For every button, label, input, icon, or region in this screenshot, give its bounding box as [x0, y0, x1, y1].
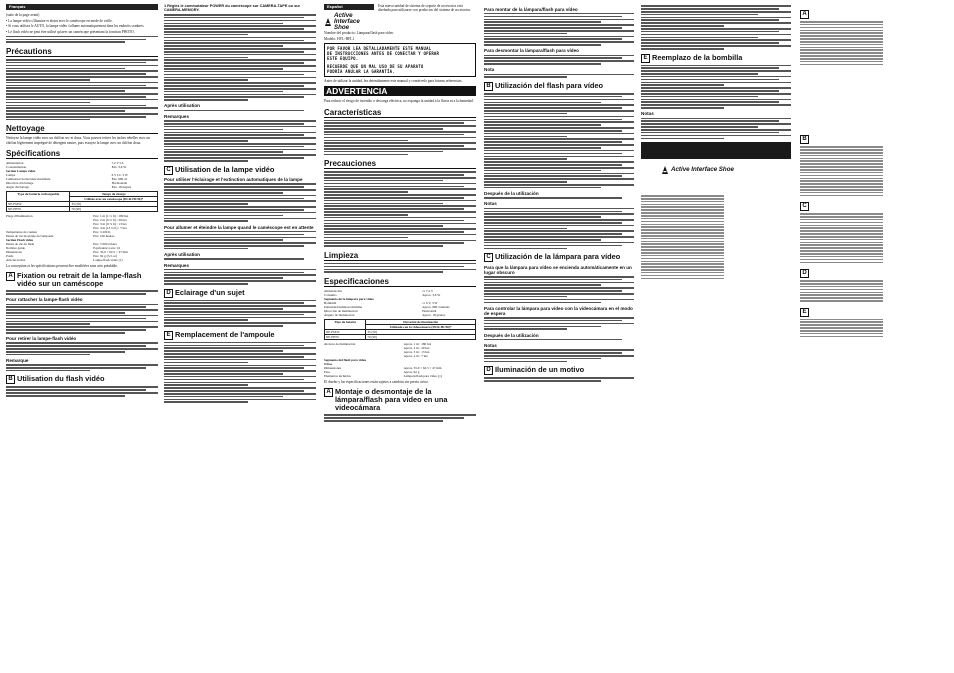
language-tab: Français — [6, 4, 158, 10]
section-badge-d: D — [800, 269, 809, 278]
text-block — [324, 120, 476, 156]
heading-caracteristicas: Características — [324, 108, 476, 118]
subheading: Pour utiliser l'éclairage et l'extinction automatiques de la lampe — [164, 177, 303, 183]
text-block — [641, 65, 791, 109]
column-6 — [800, 4, 950, 670]
subheading: Después de la utilización — [484, 332, 539, 338]
intro-text: Esta nueva unidad de sistema de soporte de accesorios está diseñada para utilizarse con productos del sistema de accesorios. — [378, 4, 471, 13]
subheading: Nota — [484, 67, 495, 73]
section-badge-c: C — [164, 166, 173, 175]
text-block — [164, 269, 316, 285]
section-badge-e: E — [800, 308, 809, 317]
model-number: Modelo: HVL-HFL1 — [324, 36, 355, 41]
battery-table: Tipo de batería Duración de iluminación Utilizada con la videocámara (DCR-HC96)* NP-FM50 35 (50) NP-FH70 70 (90) — [324, 319, 476, 340]
black-banner — [641, 142, 791, 159]
text-block — [484, 339, 634, 341]
section-a-title — [800, 10, 950, 19]
subheading: Para desmontar la lámpara/flash para vídeo — [484, 48, 579, 54]
subheading: Après utilisation — [164, 103, 200, 109]
column-spanish-3 — [641, 4, 791, 670]
text-block — [800, 319, 950, 338]
spec-table: Alimentación cc 7,2 V Consumo Aprox. 3,6 W Segmento de la lámpara para vídeo Bombilla cc 6 V, 3 W Intensidad luminosa máxima Aprox. 680 candelas Dirección de iluminación Horizontal Ángulo de iluminación Aprox. 18 grados — [324, 288, 450, 317]
model-label: Nombre del producto: Lámpara/flash para vídeo — [324, 31, 394, 35]
heading-especificaciones: Especificaciones — [324, 277, 476, 287]
section-d-title: D Iluminación de un motivo — [484, 366, 634, 375]
section-badge-c: C — [484, 253, 493, 262]
text-block — [6, 304, 158, 334]
illumination-range: Alcance de iluminación Aprox. 1 m : 180 lux Aprox. 2 m : 29 lux Aprox. 3 m : 13 lux Aprox. 4 m : 7 lux Segmento del flash para vídeo Otros Dimensiones Aprox. 35,9 × 62,5 × 47 mm Peso Aprox. 92 g Elementos incluidos Lámpara/flash para vídeo (1) — [324, 341, 442, 378]
column-spanish-1 — [324, 4, 476, 670]
text-block — [641, 118, 791, 140]
advertencia-text: Para reducir el riesgo de incendio o descarga eléctrica, no exponga la unidad a la lluvia ni a la humedad. — [324, 99, 474, 104]
column-spanish-2 — [484, 4, 634, 670]
subheading: Pour allumer et éteindre la lampe quand le caméscope est en attente — [164, 224, 314, 230]
subheading: Notas — [641, 111, 654, 117]
heading-limpieza: Limpieza — [324, 251, 476, 261]
text-block — [324, 263, 476, 273]
text-block — [800, 21, 950, 65]
section-e-title: E Remplacement de l'ampoule — [164, 331, 316, 340]
intro-line: (suite de la page avant) — [6, 13, 40, 17]
text-block — [484, 13, 634, 46]
battery-table: Type de batterie rechargeable Temps de charge Utilisée avec un caméscope (DCR-HC96)* NP-FM50 35 (50) NP-FH70 70 (90) — [6, 191, 158, 212]
text-block — [6, 290, 158, 294]
section-b-title: B Utilización del flash para vídeo — [484, 82, 634, 91]
section-b-title: B Utilisation du flash vidéo — [6, 375, 158, 384]
subheading: Pour retirer la lampe-flash vidéo — [6, 336, 77, 342]
text-block — [164, 300, 316, 327]
section-badge-e: E — [641, 54, 650, 63]
heading-nettoyage: Nettoyage — [6, 124, 158, 134]
text-block — [484, 377, 634, 381]
intro-line: • Si vous utilisez le AUTO, la lampe vidéo s'allume automatiquement dans les endroits sombres. — [6, 24, 145, 29]
intro-note: Antes de utilizar la unidad, lea detenidamente este manual y consérvelo para futuras referencias. — [324, 79, 463, 83]
ais-logo: Active Interface Shoe — [324, 13, 374, 31]
nettoyage-text: Nettoyez la lampe vidéo avec un chiffon sec et doux. Vous pouvez retirer les taches rebelles avec un chiffon légèrement imprégné de détergent neutre, puis essuyez la lampe avec un chiffon doux. — [6, 136, 150, 145]
text-block — [484, 276, 634, 303]
column-french-1 — [6, 4, 158, 670]
illumination-range: Plage d'illumination Env. 1 m (1 ⅓ ft) : 180 lux Env. 2 m (6 ⅔ ft) : 29 lux Env. 3 m (9 ⅞ ft) : 13 lux Env. 4 m (13 ⅛ ft) : 7 lux Température de couleur Env. 3 200 K Durée de vie moyenne de l'ampoule Env. 100 heures Section Flash vidéo Durée de vie du flash Env. 5 000 éclairs Nombre guide Equivalent à env. 10 Dimensions Env. 35,9 × 62,5 × 47 mm Poids Env. 92 g (3,3 oz) Articles inclus Lampe flash vidéo (1) — [6, 213, 129, 262]
intro-line: • La lampe vidéo s'illumine et éteint avec le caméscope en mode de veille. — [6, 18, 113, 23]
text-block — [6, 364, 158, 371]
step-text: 1 Réglez le commutateur POWER du caméscope sur CAMERA-TAPE ou sur CAMERA-MEMORY. — [164, 4, 301, 13]
subheading: Para que la lámpara para vídeo se encienda automáticamente en un lugar obscuro — [484, 264, 632, 275]
text-block — [800, 280, 950, 302]
text-block — [164, 183, 316, 222]
text-block — [484, 317, 634, 330]
text-block — [6, 36, 158, 43]
section-e-title: E Reemplazo de la bombilla — [641, 54, 791, 63]
text-block — [324, 171, 476, 247]
text-block — [164, 342, 316, 403]
advertencia-banner: ADVERTENCIA — [324, 86, 476, 96]
section-badge-a: A — [324, 388, 333, 397]
text-block — [484, 208, 634, 249]
text-block — [800, 213, 950, 263]
warning-box: POR FAVOR LEA DETALLADAMENTE ESTE MANUAL DE INSTRUCCIONES ANTES DE CONECTAR Y OPERAR ESTE EQUIPO. RECUERDE QUE UN MAL USO DE SU APARATO PODRÍA ANULAR LA GARANTÍA. — [324, 43, 476, 77]
text-block — [484, 74, 634, 78]
text-block — [164, 258, 316, 260]
text-block — [800, 146, 950, 196]
section-c-title: C Utilisation de la lampe vidéo — [164, 166, 316, 175]
text-block — [164, 120, 316, 161]
text-block — [641, 195, 791, 279]
subheading: Notas — [484, 342, 497, 348]
section-a-title: A Fixation ou retrait de la lampe-flash vidéo sur un caméscope — [6, 272, 158, 288]
section-badge-e: E — [164, 331, 173, 340]
text-block — [164, 110, 316, 112]
subheading: Remarques — [164, 113, 190, 119]
text-block — [164, 231, 316, 250]
text-block — [164, 14, 316, 101]
section-badge-a: A — [800, 10, 809, 19]
section-badge-c: C — [800, 202, 809, 211]
ais-logo-icon — [324, 17, 332, 27]
section-badge-b: B — [6, 375, 15, 384]
section-c-title: C Utilización de la lámpara para vídeo — [484, 253, 634, 262]
text-block — [6, 59, 158, 120]
section-d-title — [800, 269, 950, 278]
section-c-title — [800, 202, 950, 211]
subheading: Après utilisation — [164, 252, 200, 258]
section-e-title — [800, 308, 950, 317]
text-block — [324, 414, 476, 421]
section-badge-b: B — [484, 82, 493, 91]
language-tab: Español — [324, 4, 374, 10]
column-french-2 — [164, 4, 316, 670]
design-note: El diseño y las especificaciones están sujetos a cambios sin previo aviso. — [324, 379, 429, 384]
ais-logo-icon — [661, 165, 669, 175]
text-block — [6, 342, 158, 355]
section-a-title: A Montaje o desmontaje de la lámpara/flash para vídeo en una videocámara — [324, 388, 476, 412]
subheading: Para controlar la lámpara para vídeo con la videocámara en el modo de espera — [484, 305, 633, 316]
heading-precauciones: Precauciones — [324, 159, 476, 169]
subheading: Después de la utilización — [484, 191, 539, 196]
subheading: Remarques — [164, 262, 190, 268]
design-note: La conception et les spécifications peuvent être modifiées sans avis préalable. — [6, 263, 118, 268]
text-block — [484, 55, 634, 65]
subheading: Notas — [484, 201, 497, 207]
section-badge-d: D — [164, 289, 173, 298]
heading-precautions: Précautions — [6, 47, 158, 57]
ais-logo: Active Interface Shoe — [661, 165, 791, 175]
section-badge-a: A — [6, 272, 15, 281]
text-block — [484, 197, 634, 199]
subheading: Remarque — [6, 357, 29, 363]
spec-table: Alimentation 7,2 V CC Consommation Env. 3,6 W Section Lampe vidéo Lampe 6 V CC 3 W Luminance horizontale maximale Env. 680 cd Direction d'éclairage Horizontale Angle d'éclairage Env. 18 degrés — [6, 160, 132, 189]
text-block — [484, 93, 634, 188]
section-badge-d: D — [484, 366, 493, 375]
heading-specifications: Spécifications — [6, 149, 158, 159]
intro-line: • Le flash vidéo ne peut être utilisé qu'avec un caméscope présentant la fonction PHOTO. — [6, 30, 135, 35]
text-block — [6, 386, 158, 396]
text-block — [641, 5, 791, 49]
section-d-title: D Eclairage d'un sujet — [164, 289, 316, 298]
subheading: Pour rattacher la lampe-flash vidéo — [6, 297, 83, 303]
section-b-title — [800, 135, 950, 144]
subheading: Para montar de la lámpara/flash para vídeo — [484, 6, 578, 12]
section-badge-b: B — [800, 135, 809, 144]
text-block — [484, 349, 634, 362]
